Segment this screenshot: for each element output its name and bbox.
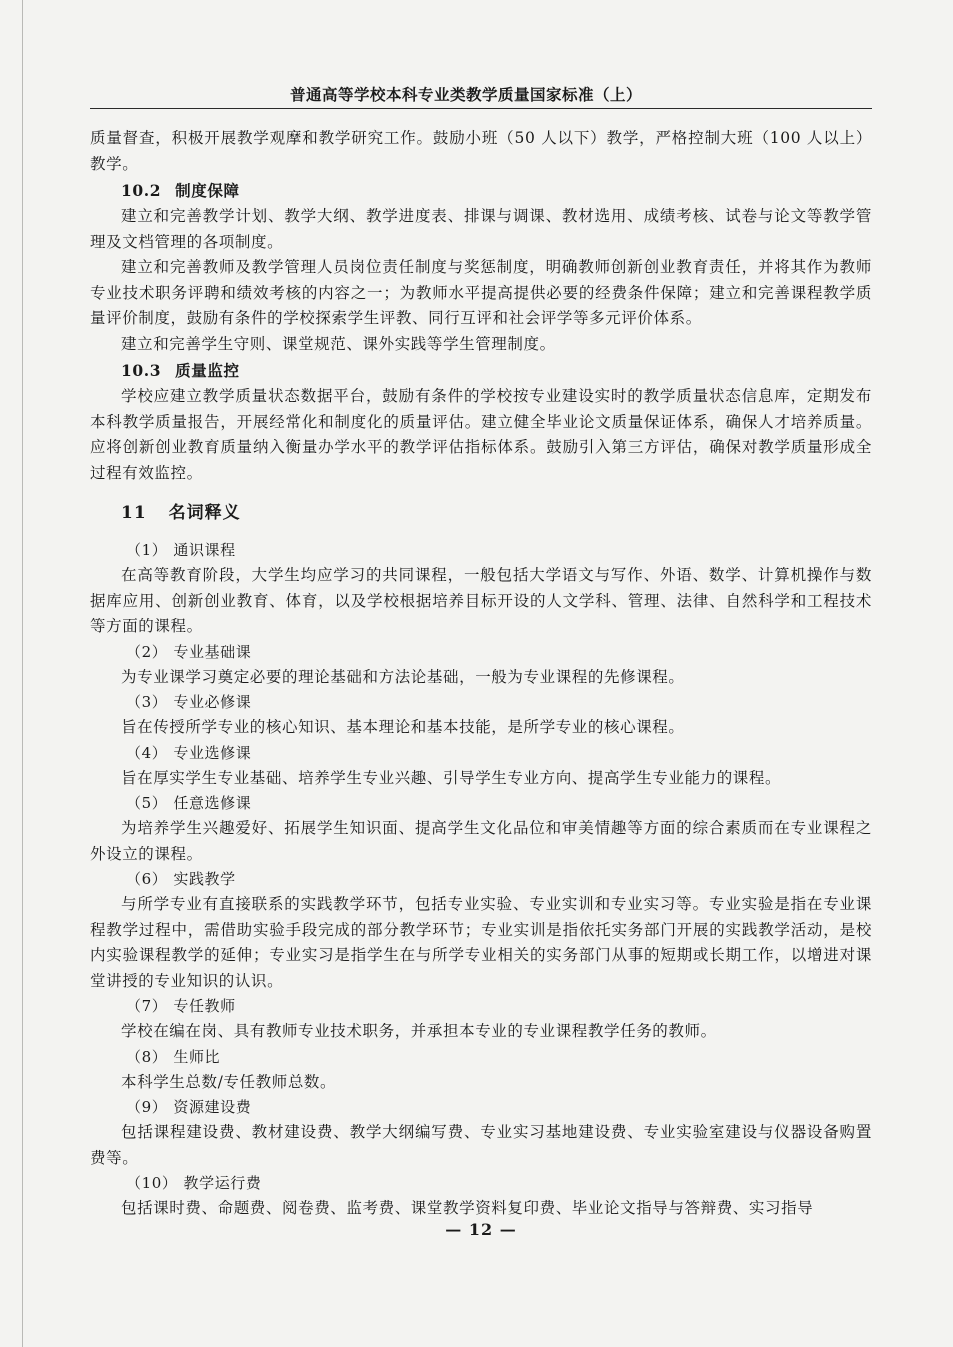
section-10-2-heading — [90, 177, 872, 204]
term-definition: 为专业课学习奠定必要的理论基础和方法论基础，一般为专业课程的先修课程。 — [121, 667, 685, 686]
section-title: 制度保障 — [175, 181, 240, 200]
section-11-heading — [90, 498, 872, 528]
term-definition: 包括课程建设费、教材建设费、教学大纲编写费、专业实习基地建设费、专业实验室建设与仪器设备购置费等。 — [90, 1123, 872, 1167]
term-name: 专业选修课 — [173, 743, 252, 762]
section-title: 名词释义 — [168, 503, 241, 523]
section-number: 10.3 — [121, 361, 162, 380]
term-heading — [90, 791, 872, 816]
term-heading — [90, 994, 872, 1019]
document-page — [90, 0, 872, 1347]
term-name: 通识课程 — [173, 541, 236, 559]
term-number: （7） — [126, 997, 168, 1015]
term-number: （4） — [126, 743, 168, 762]
term-heading — [90, 867, 872, 892]
term-definition: 本科学生总数/专任教师总数。 — [121, 1072, 337, 1091]
paragraph: 建立和完善教学计划、教学大纲、教学进度表、排课与调课、教材选用、成绩考核、试卷与论文等教学管理及文档管理的各项制度。 — [90, 207, 872, 251]
section-number: 10.2 — [121, 181, 162, 200]
term-heading — [90, 1045, 872, 1070]
term-definition: 与所学专业有直接联系的实践教学环节，包括专业实验、专业实训和专业实习等。专业实验是指在专业课程教学过程中，需借助实验手段完成的部分教学环节；专业实训是指依托实务部门开展的实践教学活动，是校内实验课程教学的延伸；专业实习是指学生在与所学专业相关的实务部门从事的短期或长期工作，以增进对课堂讲授的专业知识的认识。 — [90, 895, 872, 990]
term-heading — [90, 690, 872, 715]
continuation-paragraph: 质量督查，积极开展教学观摩和教学研究工作。鼓励小班（50 人以下）教学，严格控制大班（100 人以上）教学。 — [90, 129, 872, 173]
term-number: （10） — [126, 1174, 178, 1192]
term-name: 资源建设费 — [173, 1098, 252, 1116]
term-name: 教学运行费 — [183, 1174, 262, 1192]
page-number: — 12 — — [445, 1220, 517, 1239]
term-name: 专业基础课 — [173, 642, 252, 661]
scan-edge — [22, 0, 23, 1347]
page-content — [90, 126, 872, 1222]
section-title: 质量监控 — [175, 361, 240, 380]
term-heading — [90, 1095, 872, 1120]
term-definition: 旨在传授所学专业的核心知识、基本理论和基本技能，是所学专业的核心课程。 — [121, 718, 685, 736]
paragraph: 建立和完善学生守则、课堂规范、课外实践等学生管理制度。 — [121, 334, 556, 353]
term-number: （3） — [126, 693, 168, 711]
section-number: 11 — [121, 503, 147, 523]
term-number: （1） — [126, 541, 168, 559]
term-number: （2） — [126, 642, 168, 661]
term-heading — [90, 741, 872, 766]
term-name: 专业必修课 — [173, 693, 252, 711]
term-number: （6） — [126, 870, 168, 888]
term-name: 生师比 — [173, 1047, 221, 1066]
term-definition: 为培养学生兴趣爱好、拓展学生知识面、提高学生文化品位和审美情趣等方面的综合素质而在专业课程之外设立的课程。 — [90, 819, 872, 863]
running-header — [90, 80, 872, 110]
header-rule — [90, 108, 872, 109]
term-definition: 包括课时费、命题费、阅卷费、监考费、课堂教学资料复印费、毕业论文指导与答辩费、实习指导 — [121, 1199, 814, 1217]
term-name: 专任教师 — [173, 997, 236, 1015]
term-definition: 学校在编在岗、具有教师专业技术职务，并承担本专业的专业课程教学任务的教师。 — [121, 1022, 717, 1040]
term-name: 实践教学 — [173, 870, 236, 888]
term-number: （9） — [126, 1098, 168, 1116]
term-heading — [90, 1171, 872, 1196]
paragraph: 建立和完善教师及教学管理人员岗位责任制度与奖惩制度，明确教师创新创业教育责任，并将其作为教师专业技术职务评聘和绩效考核的内容之一；为教师水平提高提供必要的经费条件保障；建立和完善课程教学质量评价制度，鼓励有条件的学校探索学生评教、同行互评和社会评学等多元评价体系。 — [90, 258, 872, 327]
term-definition: 旨在厚实学生专业基础、培养学生专业兴趣、引导学生专业方向、提高学生专业能力的课程。 — [121, 768, 782, 787]
term-number: （5） — [126, 794, 168, 812]
term-number: （8） — [126, 1047, 168, 1066]
term-heading — [90, 538, 872, 563]
term-name: 任意选修课 — [173, 794, 252, 812]
term-heading — [90, 640, 872, 665]
term-definition: 在高等教育阶段，大学生均应学习的共同课程，一般包括大学语文与写作、外语、数学、计算机操作与数据库应用、创新创业教育、体育，以及学校根据培养目标开设的人文学科、管理、法律、自然科学和工程技术等方面的课程。 — [90, 566, 872, 635]
section-10-3-heading — [90, 357, 872, 384]
paragraph: 学校应建立教学质量状态数据平台，鼓励有条件的学校按专业建设实时的教学质量状态信息库，定期发布本科教学质量报告，开展经常化和制度化的质量评估。建立健全毕业论文质量保证体系，确保人才培养质量。应将创新创业教育质量纳入衡量办学水平的教学评估指标体系。鼓励引入第三方评估，确保对教学质量形成全过程有效监控。 — [90, 387, 872, 482]
running-header-title: 普通高等学校本科专业类教学质量国家标准（上） — [290, 85, 643, 104]
